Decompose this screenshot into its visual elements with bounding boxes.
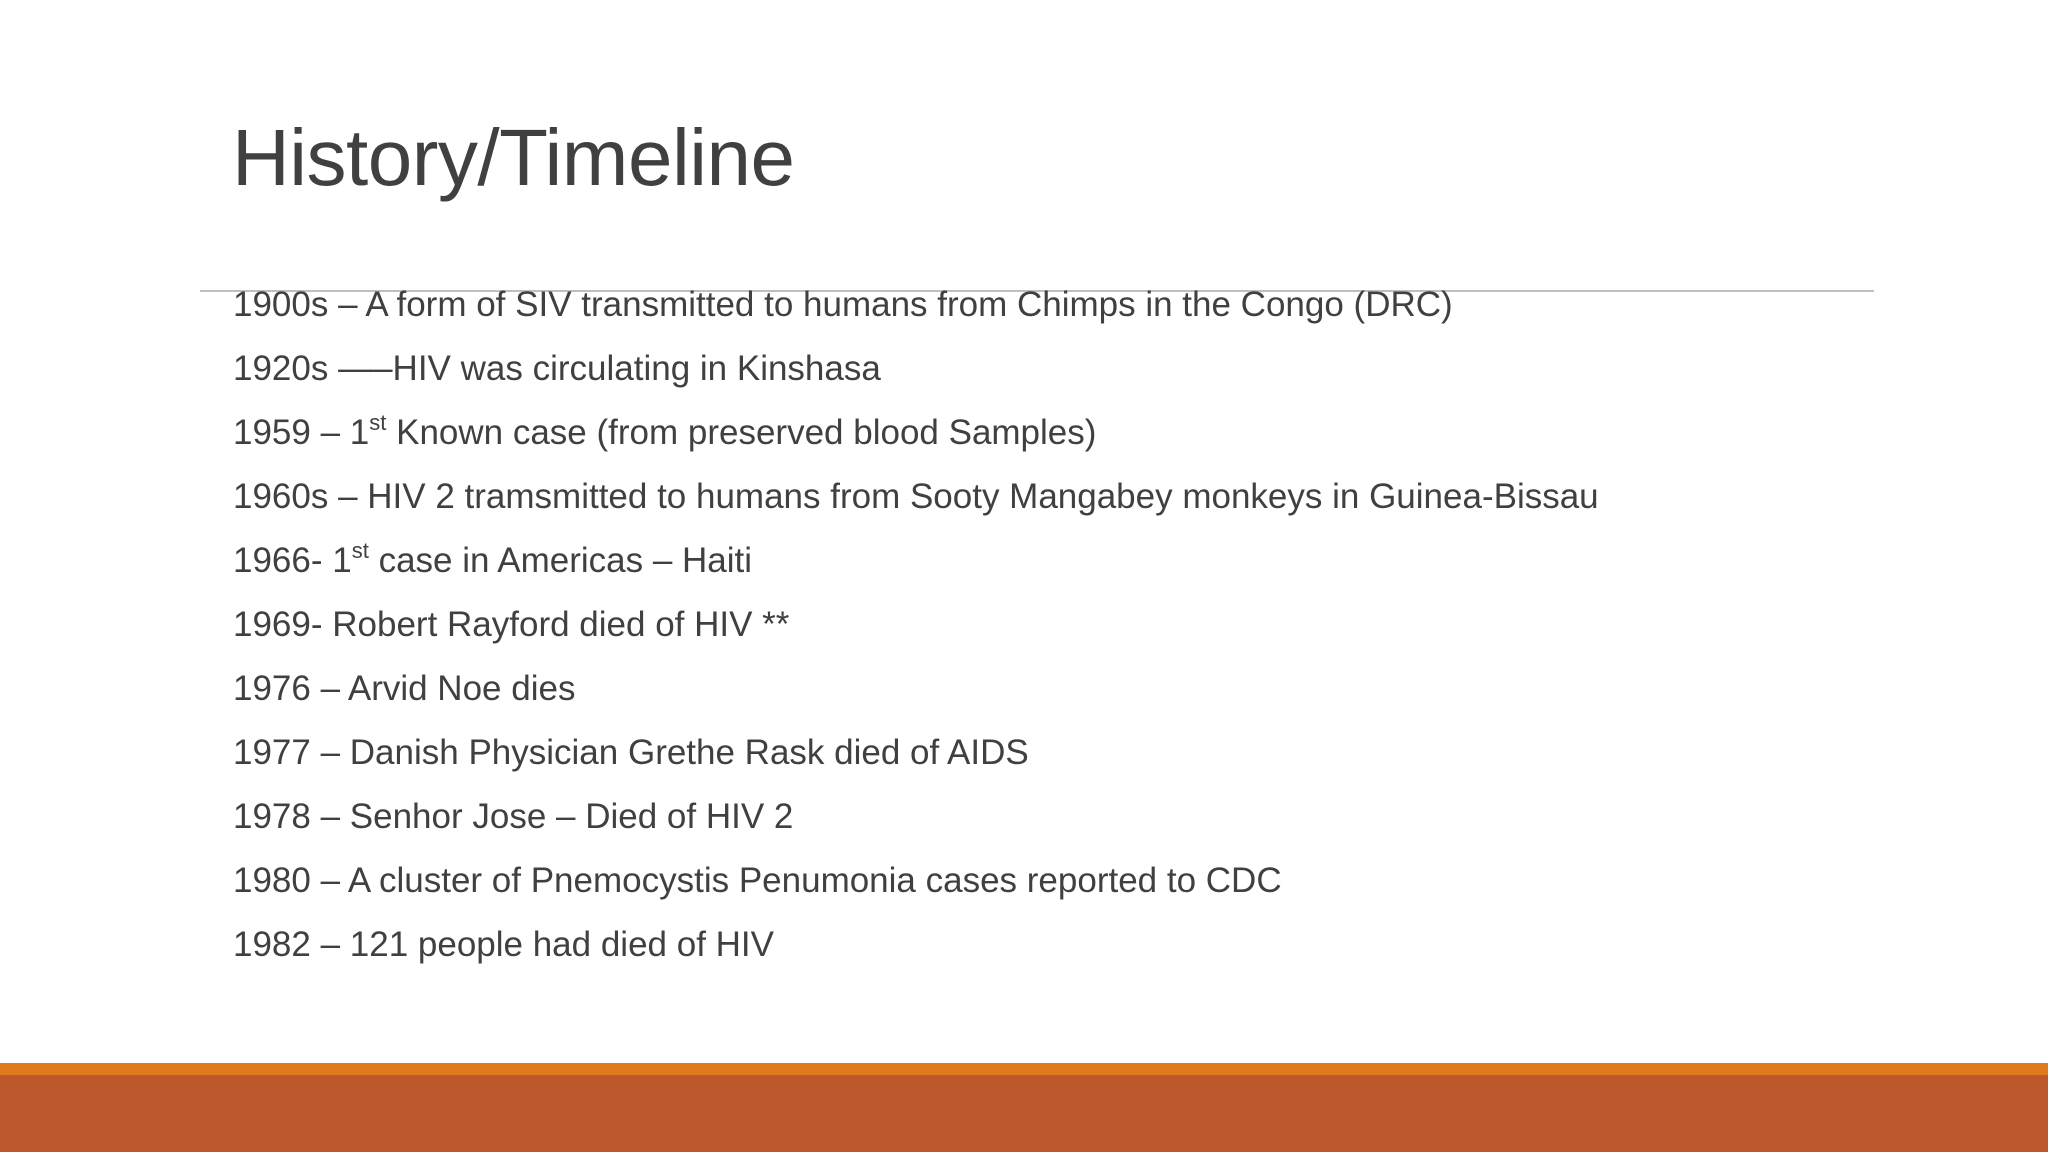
timeline-item	[233, 849, 1599, 913]
timeline-item-text: 1960s – HIV 2 tramsmitted to humans from Sooty Mangabey monkeys in Guinea-Bissau	[233, 477, 1599, 516]
timeline-item-text: 1982 – 121 people had died of HIV	[233, 925, 774, 964]
footer-accent-stripe	[0, 1063, 2048, 1075]
timeline-item-text: 1980 – A cluster of Pnemocystis Penumonia cases reported to CDC	[233, 861, 1282, 900]
timeline-item	[233, 785, 1599, 849]
timeline-item-text: 1959 – 1	[233, 413, 370, 452]
timeline-item-text: 1969- Robert Rayford died of HIV **	[233, 605, 790, 644]
timeline-item-text: 1976 – Arvid Noe dies	[233, 669, 576, 708]
slide-title: History/Timeline	[232, 113, 795, 202]
timeline-item-text: 1977 – Danish Physician Grethe Rask died of AIDS	[233, 733, 1029, 772]
timeline-item	[233, 657, 1599, 721]
timeline-item-text: 1920s —–HIV was circulating in Kinshasa	[233, 349, 881, 388]
timeline-item	[233, 273, 1599, 337]
timeline-item-text: 1900s – A form of SIV transmitted to humans from Chimps in the Congo (DRC)	[233, 285, 1453, 324]
timeline-item-text: 1966- 1	[233, 541, 352, 580]
timeline-item	[233, 465, 1599, 529]
footer-band	[0, 1075, 2048, 1152]
timeline-item-text-cont: case in Americas – Haiti	[368, 541, 753, 580]
timeline-list	[233, 273, 1599, 977]
timeline-item	[233, 401, 1599, 465]
timeline-item	[233, 913, 1599, 977]
ordinal-suffix: st	[351, 538, 369, 563]
timeline-item	[233, 721, 1599, 785]
timeline-item	[233, 529, 1599, 593]
timeline-item	[233, 593, 1599, 657]
timeline-item-text-cont: Known case (from preserved blood Samples)	[386, 413, 1097, 452]
ordinal-suffix: st	[369, 410, 387, 435]
timeline-item	[233, 337, 1599, 401]
timeline-item-text: 1978 – Senhor Jose – Died of HIV 2	[233, 797, 794, 836]
